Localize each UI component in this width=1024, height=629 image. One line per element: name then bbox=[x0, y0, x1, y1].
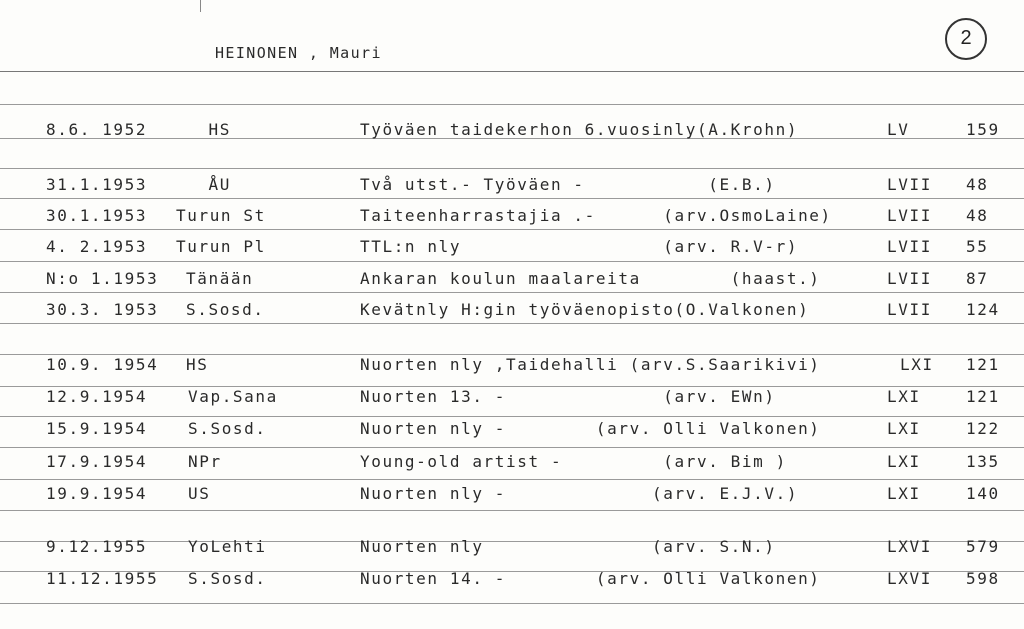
entry-volume: LXI bbox=[887, 452, 921, 471]
entry-volume: LXI bbox=[887, 419, 921, 438]
ruled-line bbox=[0, 292, 1024, 293]
entry-paper: ÅU bbox=[186, 175, 231, 194]
entry-volume: LV bbox=[887, 120, 910, 139]
entry-date: 11.12.1955 bbox=[46, 569, 159, 588]
entry-page: 140 bbox=[966, 484, 1000, 503]
entry-date: 30.3. 1953 bbox=[46, 300, 159, 319]
ruled-line bbox=[0, 510, 1024, 511]
entry-paper: HS bbox=[186, 355, 209, 374]
entry-volume: LXVI bbox=[887, 569, 932, 588]
card-number: 2 bbox=[945, 18, 987, 60]
entry-volume: LXI bbox=[887, 484, 921, 503]
ruled-line bbox=[0, 229, 1024, 230]
entry-date: 4. 2.1953 bbox=[46, 237, 148, 256]
ruled-line bbox=[0, 479, 1024, 480]
entry-title: Nuorten nly (arv. S.N.) bbox=[360, 537, 776, 556]
entry-volume: LVII bbox=[887, 300, 932, 319]
entry-page: 48 bbox=[966, 206, 989, 225]
entry-title: TTL:n nly (arv. R.V-r) bbox=[360, 237, 799, 256]
card-edge-mark bbox=[200, 0, 201, 12]
entry-volume: LVII bbox=[887, 269, 932, 288]
entry-page: 159 bbox=[966, 120, 1000, 139]
entry-date: N:o 1.1953 bbox=[46, 269, 159, 288]
entry-title: Taiteenharrastajia .- (arv.OsmoLaine) bbox=[360, 206, 832, 225]
entry-date: 12.9.1954 bbox=[46, 387, 148, 406]
entry-title: Kevätnly H:gin työväenopisto(O.Valkonen) bbox=[360, 300, 810, 319]
entry-date: 10.9. 1954 bbox=[46, 355, 159, 374]
entry-paper: NPr bbox=[188, 452, 222, 471]
entry-date: 19.9.1954 bbox=[46, 484, 148, 503]
entry-title: Nuorten 14. - (arv. Olli Valkonen) bbox=[360, 569, 821, 588]
entry-page: 121 bbox=[966, 387, 1000, 406]
entry-paper: S.Sosd. bbox=[188, 419, 267, 438]
entry-page: 48 bbox=[966, 175, 989, 194]
entry-title: Ankaran koulun maalareita (haast.) bbox=[360, 269, 821, 288]
entry-paper: YoLehti bbox=[188, 537, 267, 556]
entry-page: 598 bbox=[966, 569, 1000, 588]
entry-date: 8.6. 1952 bbox=[46, 120, 148, 139]
entry-title: Young-old artist - (arv. Bim ) bbox=[360, 452, 787, 471]
entry-date: 31.1.1953 bbox=[46, 175, 148, 194]
ruled-line bbox=[0, 168, 1024, 169]
entry-page: 55 bbox=[966, 237, 989, 256]
entry-title: Nuorten nly ,Taidehalli (arv.S.Saarikivi) bbox=[360, 355, 821, 374]
entry-paper: HS bbox=[186, 120, 231, 139]
person-name: HEINONEN , Mauri bbox=[215, 44, 382, 62]
entry-volume: LVII bbox=[887, 237, 932, 256]
ruled-line bbox=[0, 261, 1024, 262]
ruled-line bbox=[0, 71, 1024, 72]
entry-paper: S.Sosd. bbox=[186, 300, 265, 319]
entry-paper: Tänään bbox=[186, 269, 254, 288]
entry-page: 579 bbox=[966, 537, 1000, 556]
entry-paper: S.Sosd. bbox=[188, 569, 267, 588]
ruled-line bbox=[0, 323, 1024, 324]
entry-paper: Turun St bbox=[176, 206, 266, 225]
entry-title: Nuorten nly - (arv. Olli Valkonen) bbox=[360, 419, 821, 438]
entry-page: 121 bbox=[966, 355, 1000, 374]
entry-title: Työväen taidekerhon 6.vuosinly(A.Krohn) bbox=[360, 120, 799, 139]
entry-volume: LVII bbox=[887, 206, 932, 225]
entry-date: 17.9.1954 bbox=[46, 452, 148, 471]
entry-date: 9.12.1955 bbox=[46, 537, 148, 556]
entry-paper: US bbox=[188, 484, 211, 503]
entry-page: 135 bbox=[966, 452, 1000, 471]
entry-date: 30.1.1953 bbox=[46, 206, 148, 225]
entry-date: 15.9.1954 bbox=[46, 419, 148, 438]
ruled-line bbox=[0, 447, 1024, 448]
entry-page: 87 bbox=[966, 269, 989, 288]
ruled-line bbox=[0, 104, 1024, 105]
entry-volume: LXI bbox=[887, 387, 921, 406]
entry-title: Två utst.- Työväen - (E.B.) bbox=[360, 175, 776, 194]
entry-paper: Vap.Sana bbox=[188, 387, 278, 406]
ruled-line bbox=[0, 416, 1024, 417]
entry-title: Nuorten nly - (arv. E.J.V.) bbox=[360, 484, 799, 503]
entry-paper: Turun Pl bbox=[176, 237, 266, 256]
entry-title: Nuorten 13. - (arv. EWn) bbox=[360, 387, 776, 406]
entry-volume: LXI bbox=[900, 355, 934, 374]
ruled-line bbox=[0, 603, 1024, 604]
entry-volume: LVII bbox=[887, 175, 932, 194]
entry-page: 122 bbox=[966, 419, 1000, 438]
entry-volume: LXVI bbox=[887, 537, 932, 556]
entry-page: 124 bbox=[966, 300, 1000, 319]
ruled-line bbox=[0, 198, 1024, 199]
